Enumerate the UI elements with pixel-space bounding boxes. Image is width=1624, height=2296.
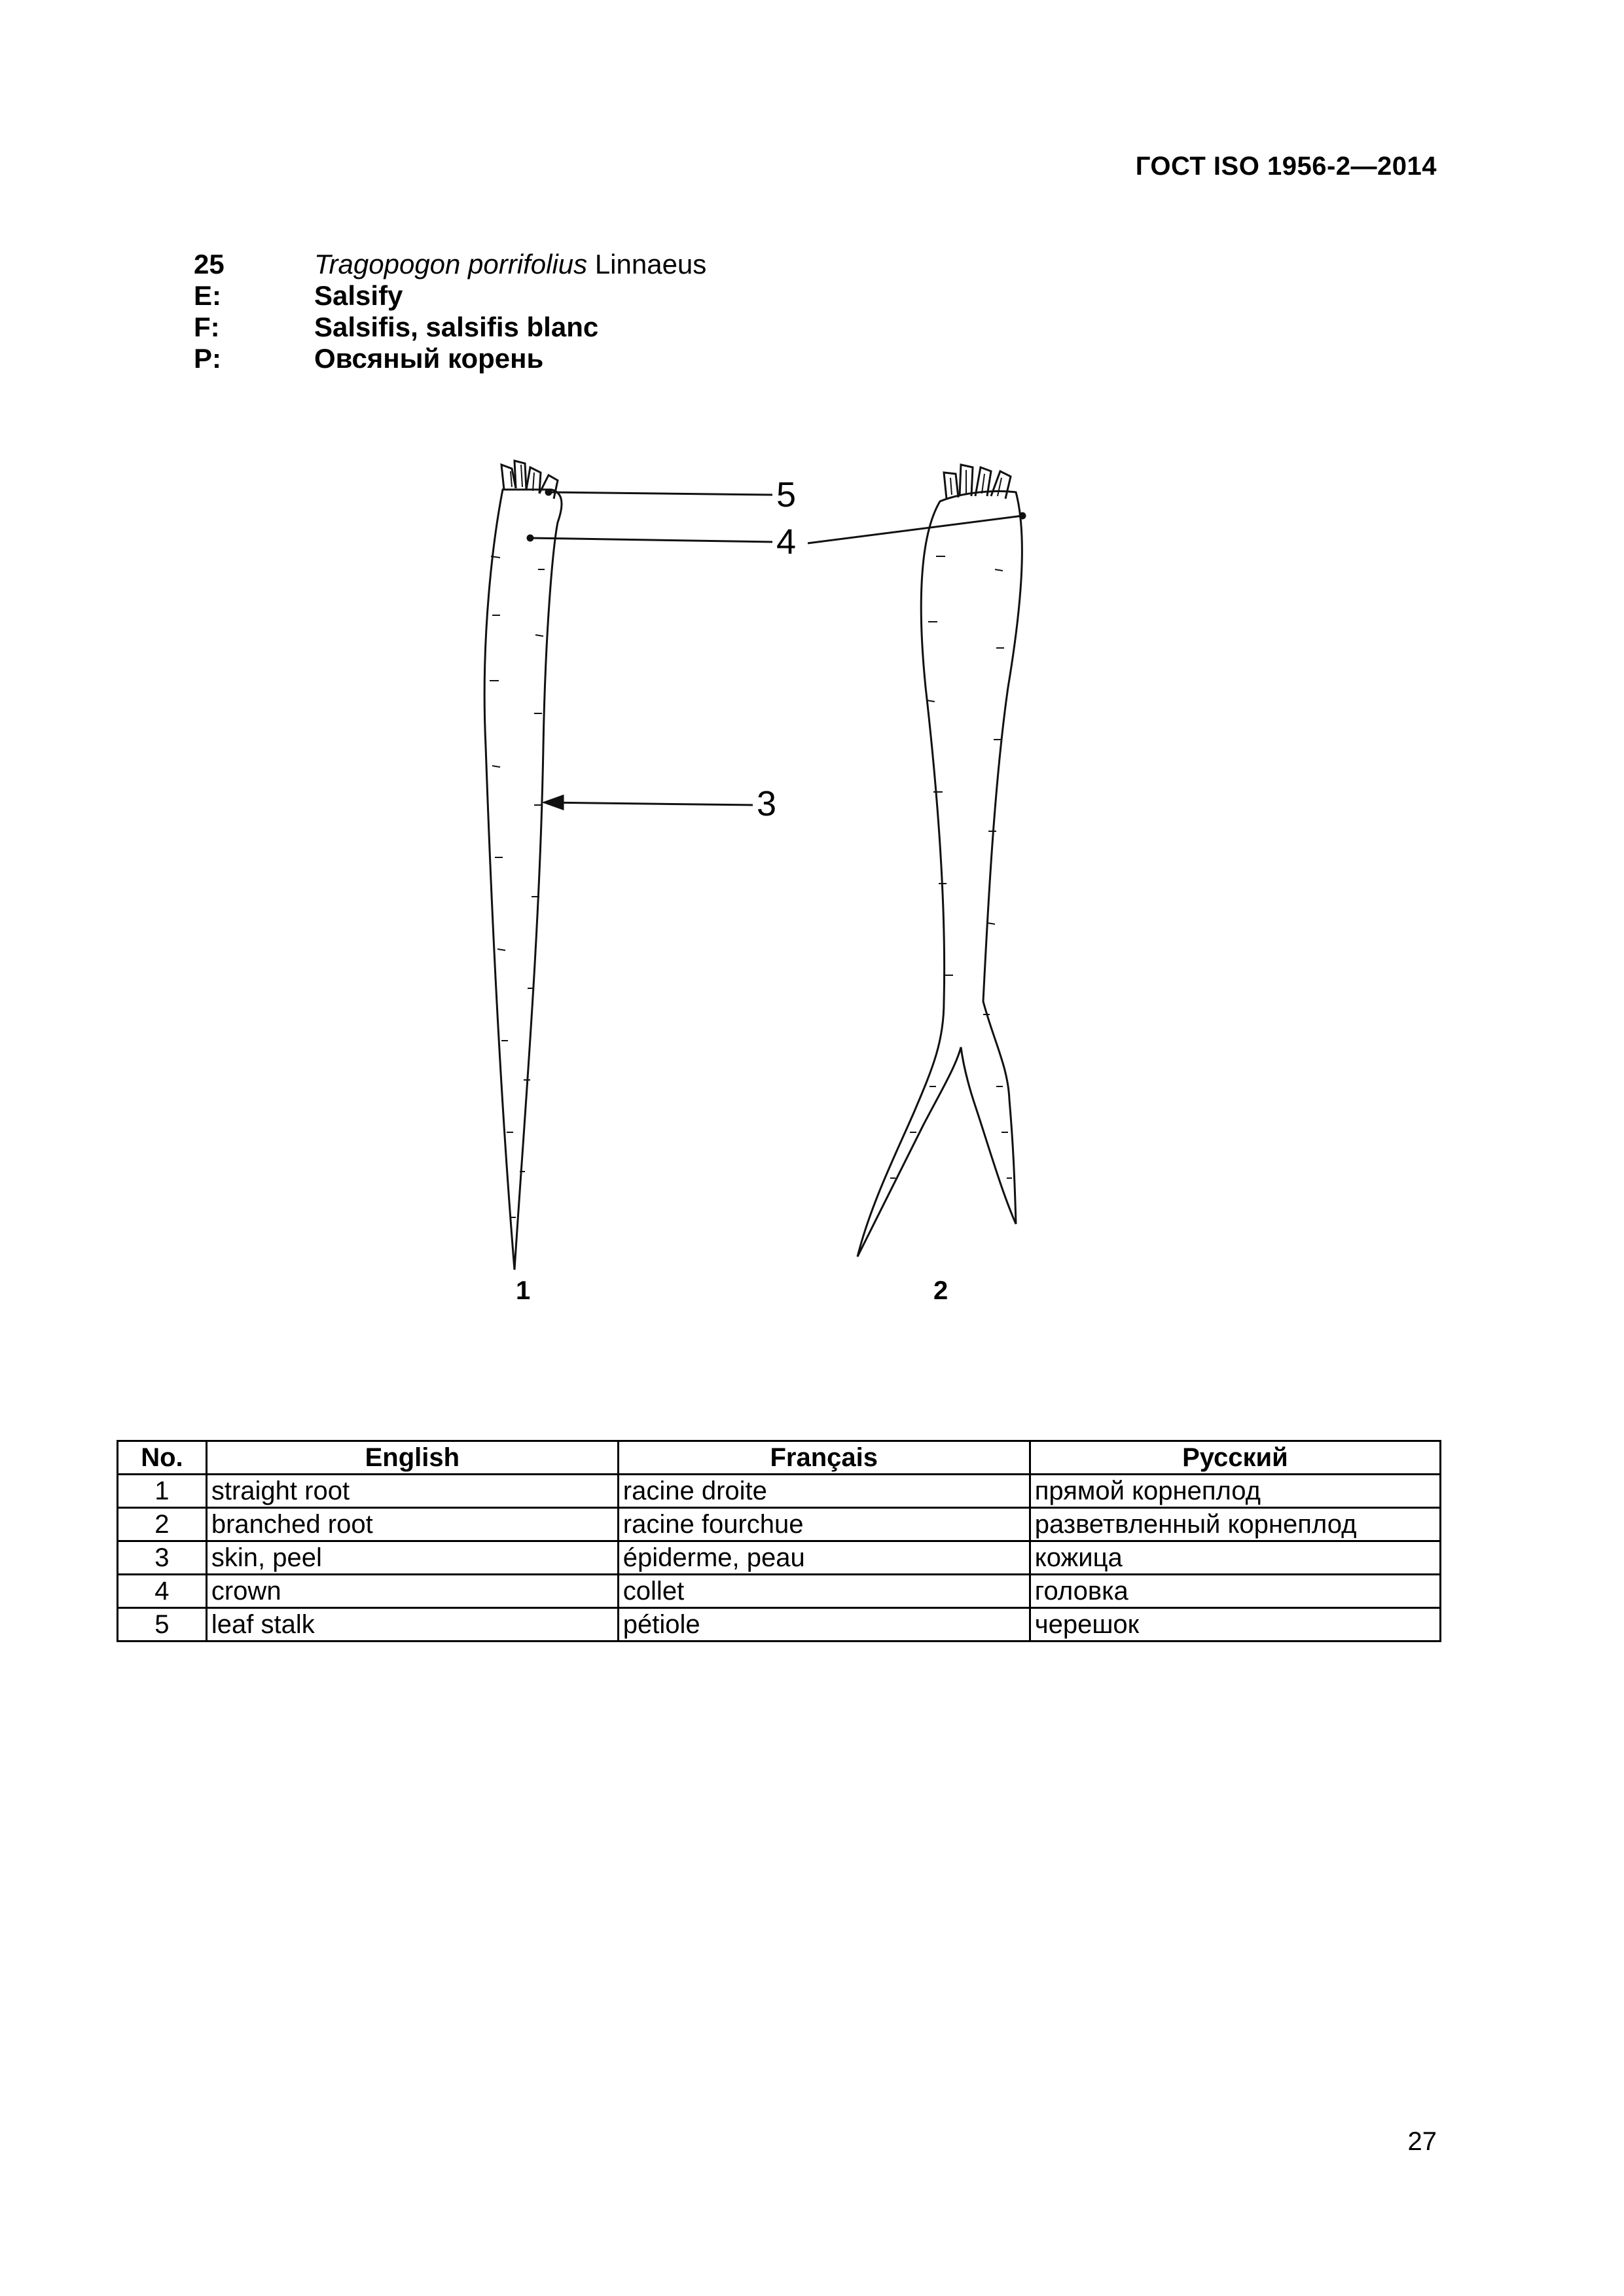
document-header: ГОСТ ISO 1956-2—2014 bbox=[1135, 152, 1437, 181]
table-row bbox=[118, 1475, 1441, 1508]
entry-line-key: P: bbox=[194, 343, 221, 374]
salsify-illustration bbox=[452, 439, 1106, 1309]
species-entry bbox=[194, 249, 706, 374]
entry-line-french bbox=[194, 312, 706, 343]
terms-table bbox=[117, 1440, 1441, 1642]
callout-number: 3 bbox=[757, 784, 777, 823]
table-row bbox=[118, 1575, 1441, 1608]
cell-russian: головка bbox=[1030, 1575, 1440, 1608]
straight-root-drawing bbox=[484, 461, 562, 1270]
species-author: Linnaeus bbox=[594, 249, 707, 279]
cell-french: pétiole bbox=[618, 1608, 1030, 1641]
entry-line-english bbox=[194, 280, 706, 312]
entry-line-value: Salsify bbox=[314, 280, 403, 311]
table-row bbox=[118, 1608, 1441, 1641]
table-row bbox=[118, 1508, 1441, 1541]
column-header-french: Français bbox=[618, 1441, 1030, 1475]
cell-english: leaf stalk bbox=[206, 1608, 618, 1641]
latin-name: Tragopogon porrifolius bbox=[314, 249, 588, 279]
cell-no: 4 bbox=[118, 1575, 207, 1608]
cell-no: 2 bbox=[118, 1508, 207, 1541]
column-header-russian: Русский bbox=[1030, 1441, 1440, 1475]
root-drawings bbox=[452, 439, 1106, 1309]
cell-russian: прямой корнеплод bbox=[1030, 1475, 1440, 1508]
cell-english: skin, peel bbox=[206, 1541, 618, 1575]
entry-line-value: Salsifis, salsifis blanc bbox=[314, 312, 599, 342]
entry-line-russian bbox=[194, 343, 706, 374]
cell-no: 3 bbox=[118, 1541, 207, 1575]
branched-root-drawing bbox=[857, 465, 1022, 1257]
callout-number: 4 bbox=[776, 522, 797, 562]
cell-french: racine fourchue bbox=[618, 1508, 1030, 1541]
cell-russian: черешок bbox=[1030, 1608, 1440, 1641]
entry-line-value: Овсяный корень bbox=[314, 343, 544, 374]
table-row bbox=[118, 1541, 1441, 1575]
panel-label-2: 2 bbox=[933, 1276, 948, 1305]
cell-russian: разветвленный корнеплод bbox=[1030, 1508, 1440, 1541]
cell-russian: кожица bbox=[1030, 1541, 1440, 1575]
cell-french: épiderme, peau bbox=[618, 1541, 1030, 1575]
cell-english: crown bbox=[206, 1575, 618, 1608]
cell-no: 5 bbox=[118, 1608, 207, 1641]
cell-no: 1 bbox=[118, 1475, 207, 1508]
callout-number: 5 bbox=[776, 475, 797, 514]
entry-number-row bbox=[194, 249, 706, 280]
entry-number: 25 bbox=[194, 249, 225, 279]
entry-line-key: E: bbox=[194, 280, 221, 311]
species-name bbox=[314, 249, 706, 280]
panel-label-1: 1 bbox=[516, 1276, 531, 1305]
column-header-english: English bbox=[206, 1441, 618, 1475]
entry-line-key: F: bbox=[194, 312, 220, 342]
cell-french: collet bbox=[618, 1575, 1030, 1608]
cell-french: racine droite bbox=[618, 1475, 1030, 1508]
column-header-no: No. bbox=[118, 1441, 207, 1475]
table-header-row bbox=[118, 1441, 1441, 1475]
cell-english: branched root bbox=[206, 1508, 618, 1541]
page-number: 27 bbox=[1407, 2127, 1437, 2156]
cell-english: straight root bbox=[206, 1475, 618, 1508]
